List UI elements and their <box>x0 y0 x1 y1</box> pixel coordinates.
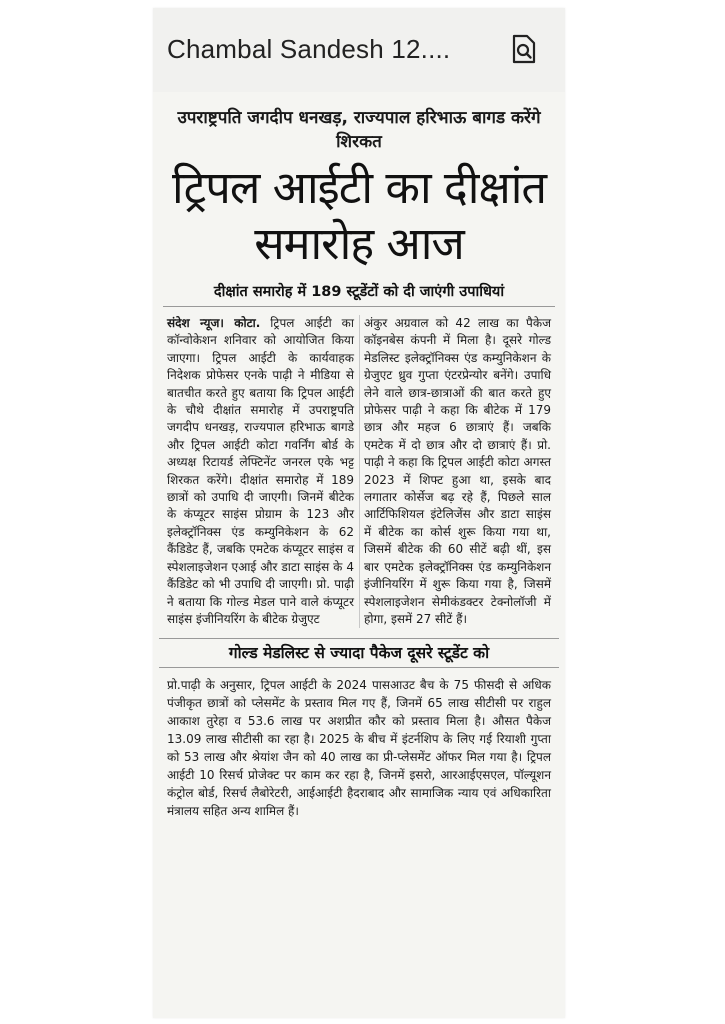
article-headline: ट्रिपल आईटी का दीक्षांत समारोह आज <box>171 161 547 270</box>
document-search-button[interactable] <box>507 32 541 66</box>
article-dateline: संदेश न्यूज। कोटा. <box>167 316 261 330</box>
article-column-right <box>364 315 551 628</box>
article-column-left-text: ट्रिपल आईटी का कॉन्वोकेशन शनिवार को आयोजित किया जाएगा। ट्रिपल आईटी के कार्यवाहक निदेशक प्रोफेसर एनके पाढ़ी ने मीडिया से बातचीत करते हुए बताया कि ट्रिपल आईटी के चौथे दीक्षांत समारोह में उपराष्ट्रपति जगदीप धनखड़, राज्यपाल हरिभाऊ बागडे और ट्रिपल आईटी कोटा गवर्निंग बोर्ड के अध्यक्ष रिटायर्ड लेफ्टिनेंट जनरल एके भट्ट शिरकत करेंगे। दीक्षांत समारोह में 189 छात्रों को उपाधि दी जाएगी। जिनमें बीटेक के कंप्यूटर साइंस प्रोग्राम के 123 और इलेक्ट्रॉनिक्स एंड कम्युनिकेशन के 62 कैंडिडेट हैं, जबकि एमटेक कंप्यूटर साइंस व स्पेशलाइजेशन एआई और डाटा साइंस के 4 कैंडिडेट को भी उपाधि दी जाएगी। प्रो. पाढ़ी ने बताया कि गोल्ड मेडल पाने वाले कंप्यूटर साइंस इंजीनियरिंग के बीटेक ग्रेजुएट <box>167 316 354 626</box>
article-subhead: दीक्षांत समारोह में 189 स्टूडेंटों को दी जाएंगी उपाधियां <box>163 282 555 307</box>
viewer-header <box>153 8 565 93</box>
section-paragraph: प्रो.पाढ़ी के अनुसार, ट्रिपल आईटी के 2024 पासआउट बैच के 75 फीसदी से अधिक पंजीकृत छात्रों को प्लेसमेंट के प्रस्ताव मिल गए हैं, जिनमें 65 लाख सीटीसी पर राहुल आकाश तुरेहा व 53.6 लाख पर अशप्रीत कौर को प्रस्ताव मिला है। औसत पैकेज 13.09 लाख सीटीसी का रहा है। 2025 के बीच में इंटर्नशिप के लिए गई रियाशी गुप्ता को 53 लाख और श्रेयांश जैन को 40 लाख का प्री-प्लेसमेंट ऑफर मिल गया है। ट्रिपल आईटी 10 रिसर्च प्रोजेक्ट पर काम कर रहा है, जिनमें इसरो, आरआईएसएल, पॉल्यूशन कंट्रोल बोर्ड, रिसर्च लैबोरेटरी, आईआईटी हैदराबाद और सामाजिक न्याय एवं अधिकारिता मंत्रालय सहित अन्य शामिल हैं। <box>167 678 551 819</box>
document-title: Chambal Sandesh 12.... <box>167 34 451 64</box>
article-kicker: उपराष्ट्रपति जगदीप धनखड़, राज्यपाल हरिभाऊ बागड करेंगे शिरकत <box>177 108 541 152</box>
document-viewer <box>153 8 565 1018</box>
newspaper-clipping <box>153 92 565 1018</box>
document-search-icon <box>511 34 537 64</box>
section-heading: गोल्ड मेडलिस्ट से ज्यादा पैकेज दूसरे स्टूडेंट को <box>159 638 559 668</box>
article-columns <box>167 315 551 628</box>
article-column-right-text: अंकुर अग्रवाल को 42 लाख का पैकेज कॉइनबेस कंपनी में मिला है। दूसरे गोल्ड मेडलिस्ट इलेक्ट्रॉनिक्स एंड कम्युनिकेशन के ग्रेजुएट ध्रुव गुप्ता एंटरप्रेन्योर बनेंगे। उपाधि लेने वाले छात्र-छात्राओं की बात करते हुए प्रोफेसर पाढ़ी ने कहा कि बीटेक में 179 छात्र और महज 6 छात्राएं हैं। जबकि एमटेक में दो छात्र और दो छात्राएं हैं। प्रो. पाढ़ी ने कहा कि ट्रिपल आईटी कोटा अगस्त 2023 में शिफ्ट हुआ था, इसके बाद लगातार कोर्सेज बढ़ रहे हैं, पिछले साल आर्टिफिशियल इंटेलिजेंस और डाटा साइंस में बीटेक का कोर्स शुरू किया गया था, जिसमें बीटेक की 60 सीटें बढ़ी थीं, इस बार एमटेक इलेक्ट्रॉनिक्स एंड कम्युनिकेशन इंजीनियरिंग में शुरू किया गया है, जिसमें स्पेशलाइजेशन सेमीकंडक्टर टेक्नोलॉजी में होगा, इसमें 27 सीटें हैं। <box>364 316 551 626</box>
article-column-left <box>167 315 354 628</box>
